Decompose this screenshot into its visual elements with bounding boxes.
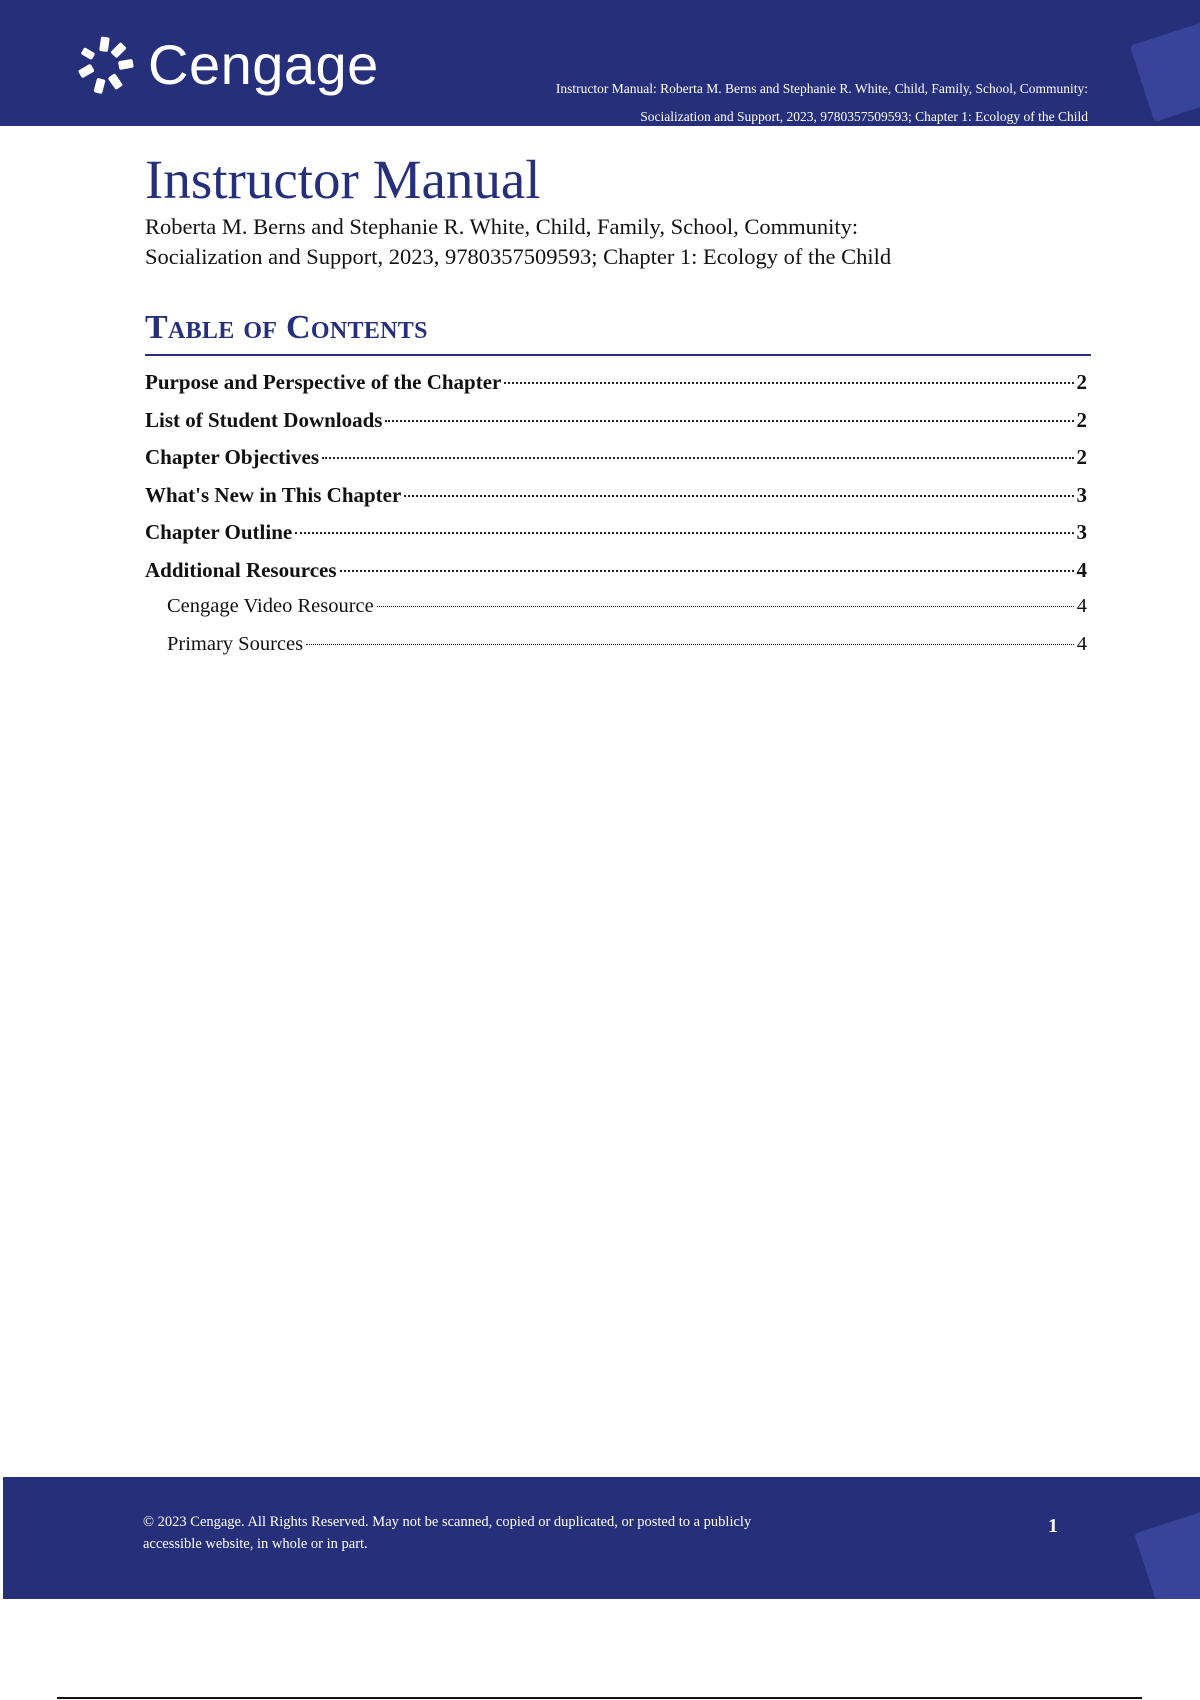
toc-entry-label: Chapter Outline bbox=[145, 520, 293, 544]
document-subtitle bbox=[145, 212, 1105, 272]
toc-entry-page: 3 bbox=[1076, 482, 1087, 507]
toc-entry-label: Primary Sources bbox=[167, 632, 304, 655]
footer-corner-decoration bbox=[1134, 1504, 1200, 1599]
toc-entry[interactable] bbox=[145, 520, 1087, 558]
toc-entry-page: 2 bbox=[1076, 445, 1087, 469]
toc-subentry[interactable] bbox=[145, 595, 1087, 633]
toc-divider bbox=[145, 354, 1091, 356]
copyright-line-2: accessible website, in whole or in part. bbox=[143, 1536, 368, 1552]
header-running-title bbox=[408, 75, 1088, 126]
toc-entry-page: 2 bbox=[1076, 370, 1087, 394]
toc-dot-leader bbox=[377, 606, 1074, 607]
toc-entry-page: 2 bbox=[1076, 407, 1087, 432]
toc-entry[interactable] bbox=[145, 483, 1087, 521]
brand-name: Cengage bbox=[148, 33, 379, 96]
toc-list bbox=[145, 370, 1087, 670]
toc-entry[interactable] bbox=[145, 370, 1087, 408]
document-subtitle-line-1: Roberta M. Berns and Stephanie R. White, Child, Family, School, Community: bbox=[145, 214, 859, 239]
toc-dot-leader bbox=[404, 495, 1073, 497]
toc-dot-leader bbox=[322, 457, 1074, 459]
toc-entry[interactable] bbox=[145, 558, 1087, 596]
toc-entry-page: 4 bbox=[1076, 595, 1087, 617]
page-bottom-rule bbox=[57, 1697, 1142, 1699]
toc-entry-page: 4 bbox=[1076, 632, 1087, 655]
toc-entry[interactable] bbox=[145, 408, 1087, 446]
toc-entry-label: Purpose and Perspective of the Chapter bbox=[145, 370, 502, 394]
toc-dot-leader bbox=[504, 382, 1073, 384]
toc-entry-label: Additional Resources bbox=[145, 557, 337, 582]
copyright-line-1: © 2023 Cengage. All Rights Reserved. May not be scanned, copied or duplicated, or posted to a publicly bbox=[143, 1514, 752, 1530]
toc-dot-leader bbox=[385, 420, 1073, 422]
page-number: 1 bbox=[1048, 1515, 1058, 1537]
header-corner-decoration bbox=[1130, 18, 1200, 122]
document-title: Instructor Manual bbox=[145, 149, 541, 210]
toc-entry-label: What's New in This Chapter bbox=[145, 482, 402, 507]
page-footer bbox=[3, 1477, 1200, 1599]
copyright-notice bbox=[143, 1511, 843, 1555]
cengage-burst-icon bbox=[74, 34, 136, 96]
toc-entry-page: 3 bbox=[1076, 520, 1087, 544]
toc-dot-leader bbox=[306, 644, 1074, 645]
toc-entry-page: 4 bbox=[1076, 557, 1087, 582]
toc-entry-label: List of Student Downloads bbox=[145, 407, 383, 432]
cengage-logo bbox=[74, 30, 379, 100]
header-running-line-1: Instructor Manual: Roberta M. Berns and Stephanie R. White, Child, Family, School, Community: bbox=[555, 81, 1088, 96]
toc-heading: Table of Contents bbox=[145, 309, 428, 346]
toc-entry-label: Cengage Video Resource bbox=[167, 595, 374, 617]
document-subtitle-line-2: Socialization and Support, 2023, 9780357509593; Chapter 1: Ecology of the Child bbox=[145, 244, 892, 269]
toc-entry[interactable] bbox=[145, 445, 1087, 483]
toc-subentry[interactable] bbox=[145, 633, 1087, 671]
toc-dot-leader bbox=[340, 570, 1074, 572]
header-running-line-2: Socialization and Support, 2023, 9780357509593; Chapter 1: Ecology of the Child bbox=[640, 109, 1088, 124]
toc-dot-leader bbox=[295, 532, 1073, 534]
page-header bbox=[0, 0, 1200, 126]
toc-entry-label: Chapter Objectives bbox=[145, 445, 319, 469]
